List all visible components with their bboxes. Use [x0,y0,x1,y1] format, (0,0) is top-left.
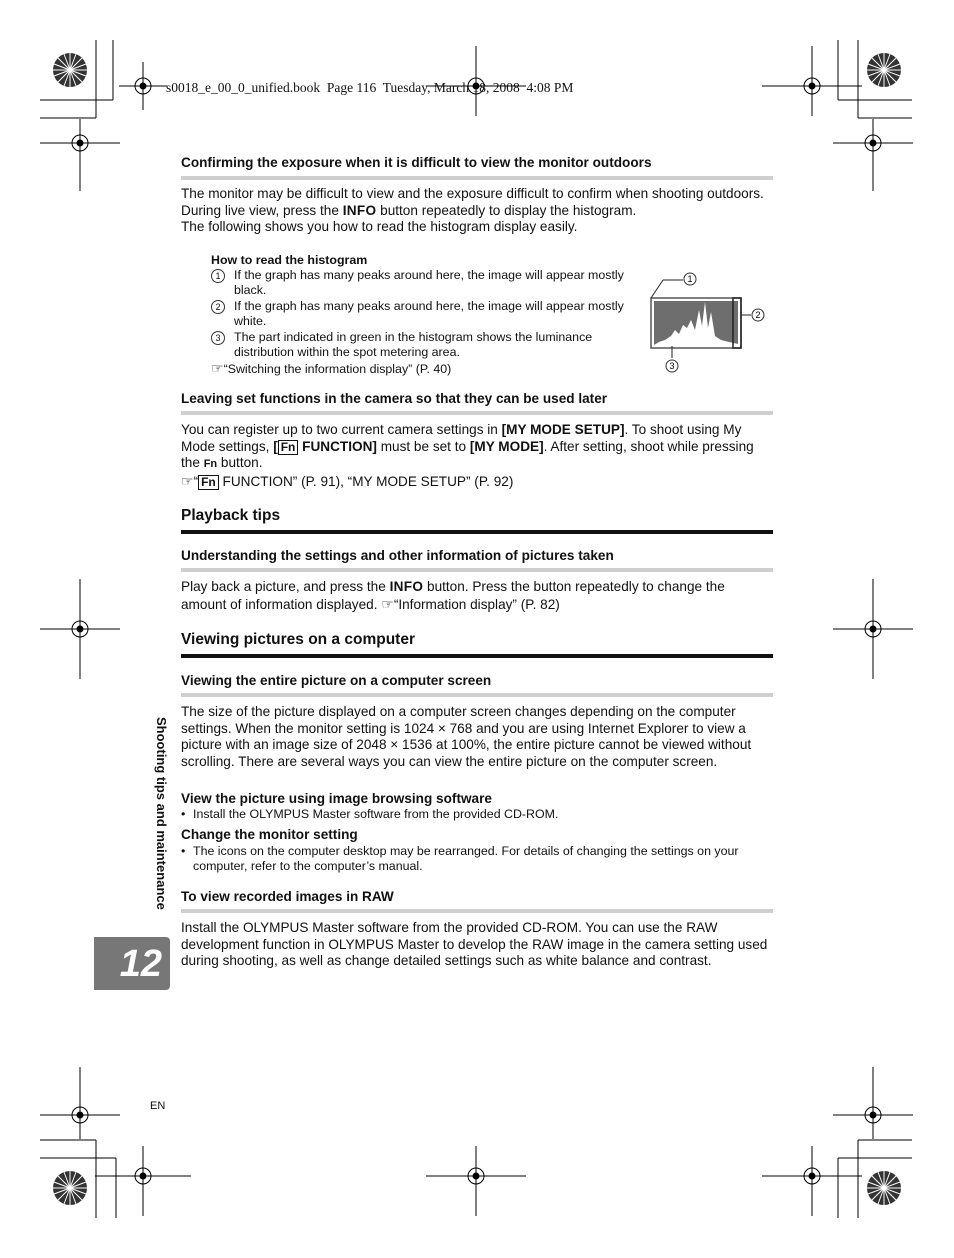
section-title-exposure: Confirming the exposure when it is difficult to view the monitor outdoors [181,155,652,170]
number-marker: 3 [211,331,225,345]
fn-button-label: Fn [203,458,218,470]
raw-paragraph: Install the OLYMPUS Master software from the provided CD-ROM. You can use the RAW development function in OLYMPUS Master to develop the RAW image in the camera setting used during shooting, as well as change detailed settings such as white balance and contrast. [181,920,768,968]
diagram-label-2: 2 [755,310,761,320]
section-rule [181,176,773,180]
exposure-text-3: The following shows you how to read the histogram display easily. [181,219,578,234]
histogram-diagram [645,270,770,375]
bullet-browsing-software: • Install the OLYMPUS Master software from the provided CD-ROM. [181,807,559,821]
reference-icon: ☞ [381,595,394,612]
section-title-mymode: Leaving set functions in the camera so that they can be used later [181,391,608,406]
section-title-playback-tips: Playback tips [181,507,281,524]
chapter-tab [94,937,170,990]
section-title-entire-picture: Viewing the entire picture on a computer screen [181,673,492,688]
section-rule [181,411,773,415]
histogram-item-2: 2 If the graph has many peaks around here, the image will appear mostly white. [211,299,631,329]
fn-key-icon: Fn [198,475,219,490]
reference-icon: ☞ [181,472,194,489]
mymode-paragraph: You can register up to two current camera settings in [MY MODE SETUP]. To shoot using My Mode settings, [ Fn FUNCTION] must be set to [MY MODE]. After setting, shoot while pressing the Fn button. ☞“ Fn FUNCTION” (P. 91), “MY MODE SETUP” (P. 92) [181,422,773,490]
entire-picture-paragraph: The size of the picture displayed on a computer screen changes depending on the computer settings. When the monitor setting is 1024 × 768 and you are using Internet Explorer to view a picture with an image size of 2048 × 1536 at 100%, the entire picture cannot be viewed without scrolling. There are several ways you can view the entire picture on the computer screen. [181,704,752,769]
side-chapter-label: Shooting tips and maintenance [154,717,169,910]
section-rule-thick [181,654,773,658]
book-header-line: s0018_e_00_0_unified.book Page 116 Tuesday, March 18, 2008 4:08 PM [166,80,574,95]
histogram-howto-title: How to read the histogram [211,253,368,267]
info-button-label: INFO [342,202,377,218]
histogram-item-3: 3 The part indicated in green in the histogram shows the luminance distribution within the spot metering area. [211,330,631,360]
info-paragraph: Play back a picture, and press the INFO button. Press the button repeatedly to change the amount of information displayed. ☞“Information display” (P. 82) [181,579,725,612]
exposure-text-2: During live view, press the INFO button repeatedly to display the histogram. [181,202,637,218]
subheading-monitor-setting: Change the monitor setting [181,827,358,842]
section-rule-thick [181,530,773,534]
exposure-text-1: The monitor may be difficult to view and the exposure difficult to confirm when shooting outdoors. [181,186,764,201]
chapter-number: 12 [119,943,162,985]
diagram-label-1: 1 [687,274,693,284]
section-title-info-display: Understanding the settings and other information of pictures taken [181,548,614,563]
histogram-item-1: 1 If the graph has many peaks around here, the image will appear mostly black. [211,268,631,298]
mymode-reference: ☞“ Fn FUNCTION” (P. 91), “MY MODE SETUP” (P. 92) [181,472,514,489]
subheading-browsing-software: View the picture using image browsing software [181,791,492,806]
section-title-raw: To view recorded images in RAW [181,889,394,904]
fn-key-icon: Fn [278,440,299,455]
section-rule [181,568,773,572]
info-button-label: INFO [389,579,424,594]
exposure-paragraph [181,186,773,236]
section-title-computer: Viewing pictures on a computer [181,631,415,648]
diagram-label-3: 3 [669,361,675,371]
bullet-monitor-setting: • The icons on the computer desktop may be rearranged. For details of changing the settings on your computer, refer to the computer’s manual. [181,844,739,873]
language-label: EN [150,1100,166,1112]
number-marker: 1 [211,269,225,283]
section-rule [181,909,773,913]
reference-icon: ☞ [211,360,224,376]
number-marker: 2 [211,300,225,314]
section-rule [181,693,773,697]
histogram-reference: ☞“Switching the information display” (P. 40) [211,360,452,376]
